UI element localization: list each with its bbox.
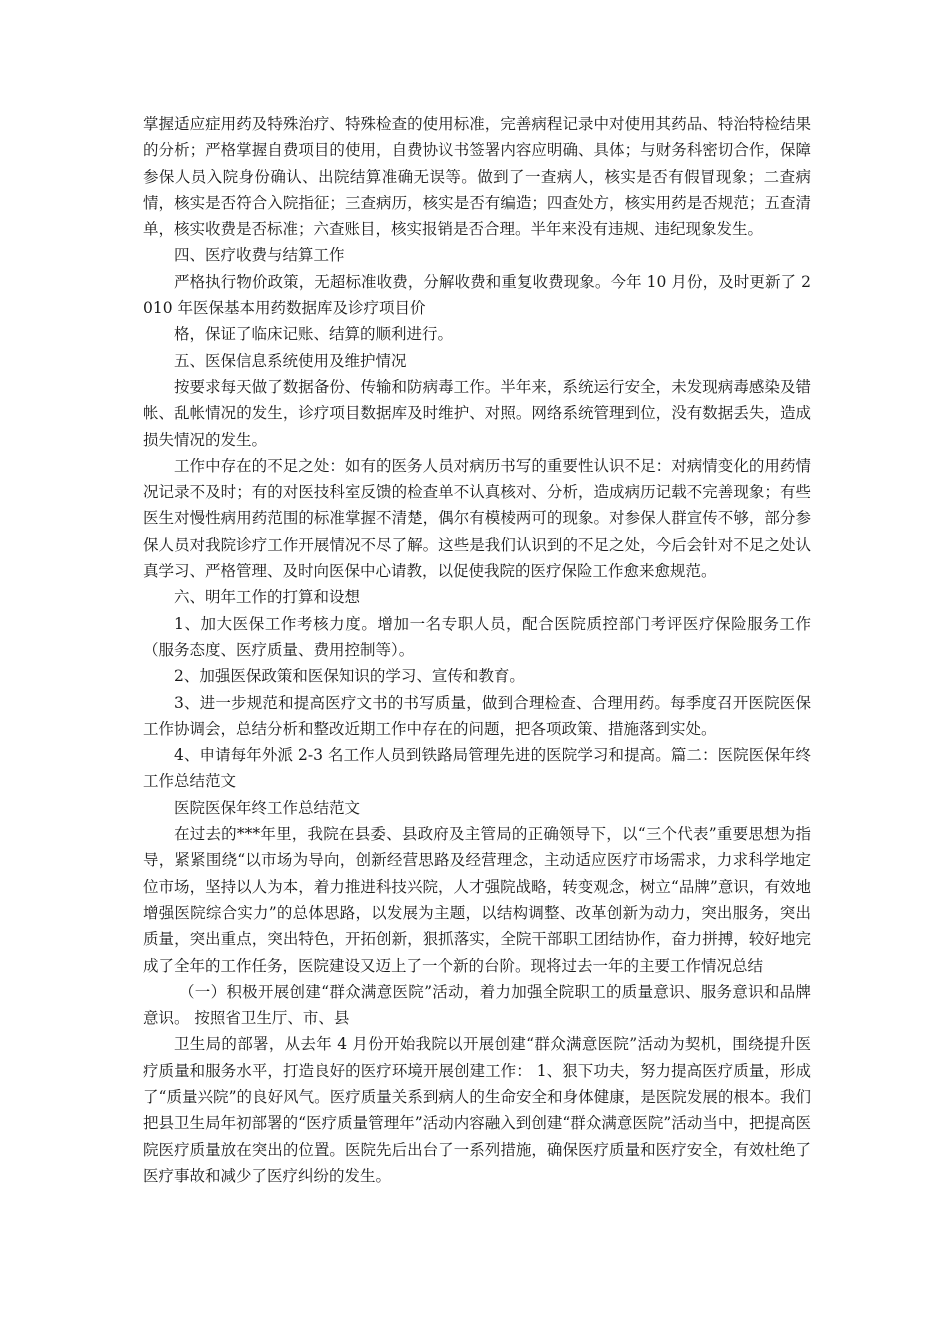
paragraph-audit-checks: 掌握适应症用药及特殊治疗、特殊检查的使用标准，完善病程记录中对使用其药品、特治特检结果的分析；严格掌握自费项目的使用，自费协议书签署内容应明确、具体；与财务科密切合作，保障参保人员入院身份确认、出院结算准确无误等。做到了一查病人，核实是否有假冒现象；二查病情，核实是否符合入院指征；三查病历，核实是否有编造；四查处方，核实用药是否规范；五查清单，核实收费是否标准；六查账目，核实报销是否合理。半年来没有违规、违纪现象发生。	[143, 115, 811, 239]
paragraph-satisfaction-campaign: （一）积极开展创建“群众满意医院”活动，着力加强全院职工的质量意识、服务意识和品牌意识。 按照省卫生厅、市、县	[143, 982, 811, 1028]
paragraph-data-backup: 按要求每天做了数据备份、传输和防病毒工作。半年来，系统运行安全，未发现病毒感染及错帐、乱帐情况的发生，诊疗项目数据库及时维护、对照。网络系统管理到位，没有数据丢失，造成损失情况的发生。	[143, 377, 811, 449]
heading-part-two-title: 医院医保年终工作总结范文	[174, 798, 361, 817]
list-item-plan-2: 2、加强医保政策和医保知识的学习、宣传和教育。	[174, 667, 525, 686]
list-item-plan-3: 3、进一步规范和提高医疗文书的书写质量，做到合理检查、合理用药。每季度召开医院医保工作协调会，总结分析和整改近期工作中存在的问题，把各项政策、措施落到实处。	[143, 693, 811, 738]
paragraph-shortcomings: 工作中存在的不足之处：如有的医务人员对病历书写的重要性认识不足：对病情变化的用药情况记录不及时；有的对医技科室反馈的检查单不认真核对、分析，造成病历记载不完善现象；有些医生对慢性病用药范围的标准掌握不清楚，偶尔有模棱两可的现象。对参保人群宣传不够，部分参保人员对我院诊疗工作开展情况不尽了解。这些是我们认识到的不足之处，今后会针对不足之处认真学习、严格管理、及时向医保中心请教，以促使我院的医疗保险工作愈来愈规范。	[143, 456, 811, 581]
heading-info-system: 五、医保信息系统使用及维护情况	[174, 351, 407, 370]
heading-billing-settlement: 四、医疗收费与结算工作	[174, 246, 345, 265]
list-item-plan-4: 4、申请每年外派 2-3 名工作人员到铁路局管理先进的医院学习和提高。篇二：医院医保年终工作总结范文	[143, 746, 811, 791]
list-item-plan-1: 1、加大医保工作考核力度。增加一名专职人员，配合医院质控部门考评医疗保险服务工作（服务态度、医疗质量、费用控制等）。	[143, 614, 811, 659]
paragraph-year-overview: 在过去的***年里，我院在县委、县政府及主管局的正确领导下，以“三个代表”重要思想为指导，紧紧围绕“以市场为导向，创新经营思路及经营理念，主动适应医疗市场需求，力求科学地定位市场，坚持以人为本，着力推进科技兴院，人才强院战略，转变观念，树立“品牌”意识，有效地增强医院综合实力”的总体思路，以发展为主题，以结构调整、改革创新为动力，突出服务，突出质量，突出重点，突出特色，开拓创新，狠抓落实，全院干部职工团结协作，奋力拼搏，较好地完成了全年的工作任务，医院建设又迈上了一个新的台阶。现将过去一年的主要工作情况总结	[143, 825, 811, 975]
document-page	[143, 111, 811, 1189]
paragraph-pricing-policy: 严格执行物价政策，无超标准收费，分解收费和重复收费现象。今年 10 月份，及时更新了 2010 年医保基本用药数据库及诊疗项目价	[143, 272, 811, 318]
paragraph-health-bureau-deployment: 卫生局的部署，从去年 4 月份开始我院以开展创建“群众满意医院”活动为契机，围绕提升医疗质量和服务水平，打造良好的医疗环境开展创建工作： 1、狠下功夫，努力提高医疗质量，形成了“质量兴院”的良好风气。医疗质量关系到病人的生命安全和身体健康，是医院发展的根本。我们把县卫生局年初部署的“医疗质量管理年”活动内容融入到创建“群众满意医院”活动当中，把提高医院医疗质量放在突出的位置。医院先后出台了一系列措施，确保医疗质量和医疗安全，有效杜绝了医疗事故和减少了医疗纠纷的发生。	[143, 1035, 811, 1185]
heading-next-year-plan: 六、明年工作的打算和设想	[174, 588, 361, 607]
paragraph-pricing-policy-cont: 格，保证了临床记账、结算的顺利进行。	[174, 325, 454, 344]
